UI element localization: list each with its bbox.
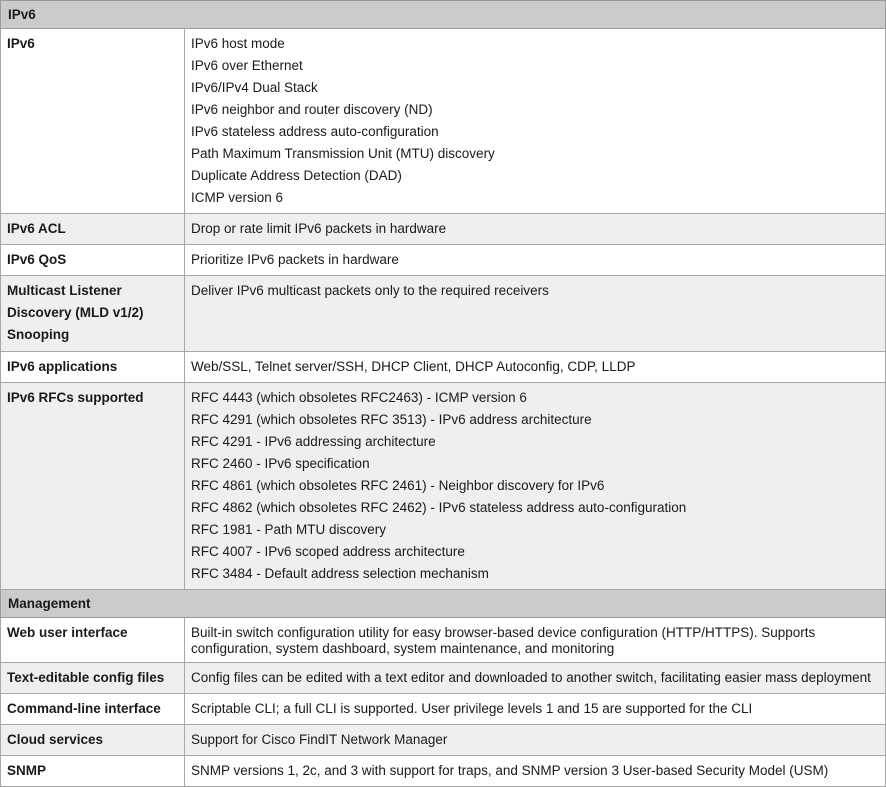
row-value <box>185 245 886 276</box>
table-row <box>1 276 886 352</box>
value-line: RFC 4862 (which obsoletes RFC 2462) - IPv6 stateless address auto-configuration <box>191 500 687 515</box>
section-header-management <box>1 590 886 618</box>
value-text: Built-in switch configuration utility for easy browser-based device configuration (HTTP/HTTPS). Supports configuration, system dashboard, system maintenance, and monitoring <box>191 625 816 656</box>
row-key: Cloud services <box>1 725 185 756</box>
value-line: IPv6 over Ethernet <box>191 58 303 73</box>
row-value <box>185 663 886 694</box>
table-row <box>1 618 886 663</box>
row-key-text: Multicast Listener Discovery (MLD v1/2) Snooping <box>7 283 144 342</box>
row-key: Text-editable config files <box>1 663 185 694</box>
section-title: IPv6 <box>1 1 886 29</box>
table-row <box>1 352 886 383</box>
section-title: Management <box>1 590 886 618</box>
value-line: RFC 3484 - Default address selection mechanism <box>191 566 489 581</box>
value-line: Web/SSL, Telnet server/SSH, DHCP Client, DHCP Autoconfig, CDP, LLDP <box>191 359 636 374</box>
value-line: RFC 4007 - IPv6 scoped address architecture <box>191 544 465 559</box>
table-row <box>1 245 886 276</box>
table-row <box>1 383 886 590</box>
row-key: IPv6 QoS <box>1 245 185 276</box>
value-line: Drop or rate limit IPv6 packets in hardware <box>191 221 447 236</box>
value-line: RFC 4861 (which obsoletes RFC 2461) - Neighbor discovery for IPv6 <box>191 478 605 493</box>
value-line: IPv6 stateless address auto-configuration <box>191 124 439 139</box>
row-key: IPv6 <box>1 29 185 214</box>
value-line: RFC 4443 (which obsoletes RFC2463) - ICMP version 6 <box>191 390 527 405</box>
row-value <box>185 618 886 663</box>
value-line: RFC 2460 - IPv6 specification <box>191 456 370 471</box>
row-key: Web user interface <box>1 618 185 663</box>
value-line: RFC 4291 (which obsoletes RFC 3513) - IPv6 address architecture <box>191 412 592 427</box>
value-line: IPv6/IPv4 Dual Stack <box>191 80 318 95</box>
row-value <box>185 383 886 590</box>
value-text: Scriptable CLI; a full CLI is supported. User privilege levels 1 and 15 are supported for the CLI <box>191 701 753 716</box>
row-value <box>185 694 886 725</box>
row-value <box>185 756 886 787</box>
row-key <box>1 276 185 352</box>
value-line: RFC 4291 - IPv6 addressing architecture <box>191 434 436 449</box>
value-line: RFC 1981 - Path MTU discovery <box>191 522 387 537</box>
value-line: IPv6 neighbor and router discovery (ND) <box>191 102 433 117</box>
value-text: Config files can be edited with a text editor and downloaded to another switch, facilitating easier mass deployment <box>191 670 871 685</box>
value-line: Prioritize IPv6 packets in hardware <box>191 252 399 267</box>
value-line: Deliver IPv6 multicast packets only to the required receivers <box>191 283 549 298</box>
value-text: SNMP versions 1, 2c, and 3 with support for traps, and SNMP version 3 User-based Security Model (USM) <box>191 763 829 778</box>
section-header-ipv6 <box>1 1 886 29</box>
table-row <box>1 694 886 725</box>
row-value <box>185 725 886 756</box>
table-row <box>1 663 886 694</box>
value-line: ICMP version 6 <box>191 190 284 205</box>
row-key: IPv6 RFCs supported <box>1 383 185 590</box>
table-row <box>1 756 886 787</box>
row-key: IPv6 applications <box>1 352 185 383</box>
row-key: Command-line interface <box>1 694 185 725</box>
row-value <box>185 352 886 383</box>
value-line: IPv6 host mode <box>191 36 285 51</box>
table-row <box>1 725 886 756</box>
value-line: Duplicate Address Detection (DAD) <box>191 168 402 183</box>
row-key: IPv6 ACL <box>1 214 185 245</box>
table-row <box>1 29 886 214</box>
row-value <box>185 29 886 214</box>
row-value <box>185 276 886 352</box>
row-value <box>185 214 886 245</box>
value-text: Support for Cisco FindIT Network Manager <box>191 732 448 747</box>
value-line: Path Maximum Transmission Unit (MTU) discovery <box>191 146 495 161</box>
table-row <box>1 214 886 245</box>
row-key: SNMP <box>1 756 185 787</box>
